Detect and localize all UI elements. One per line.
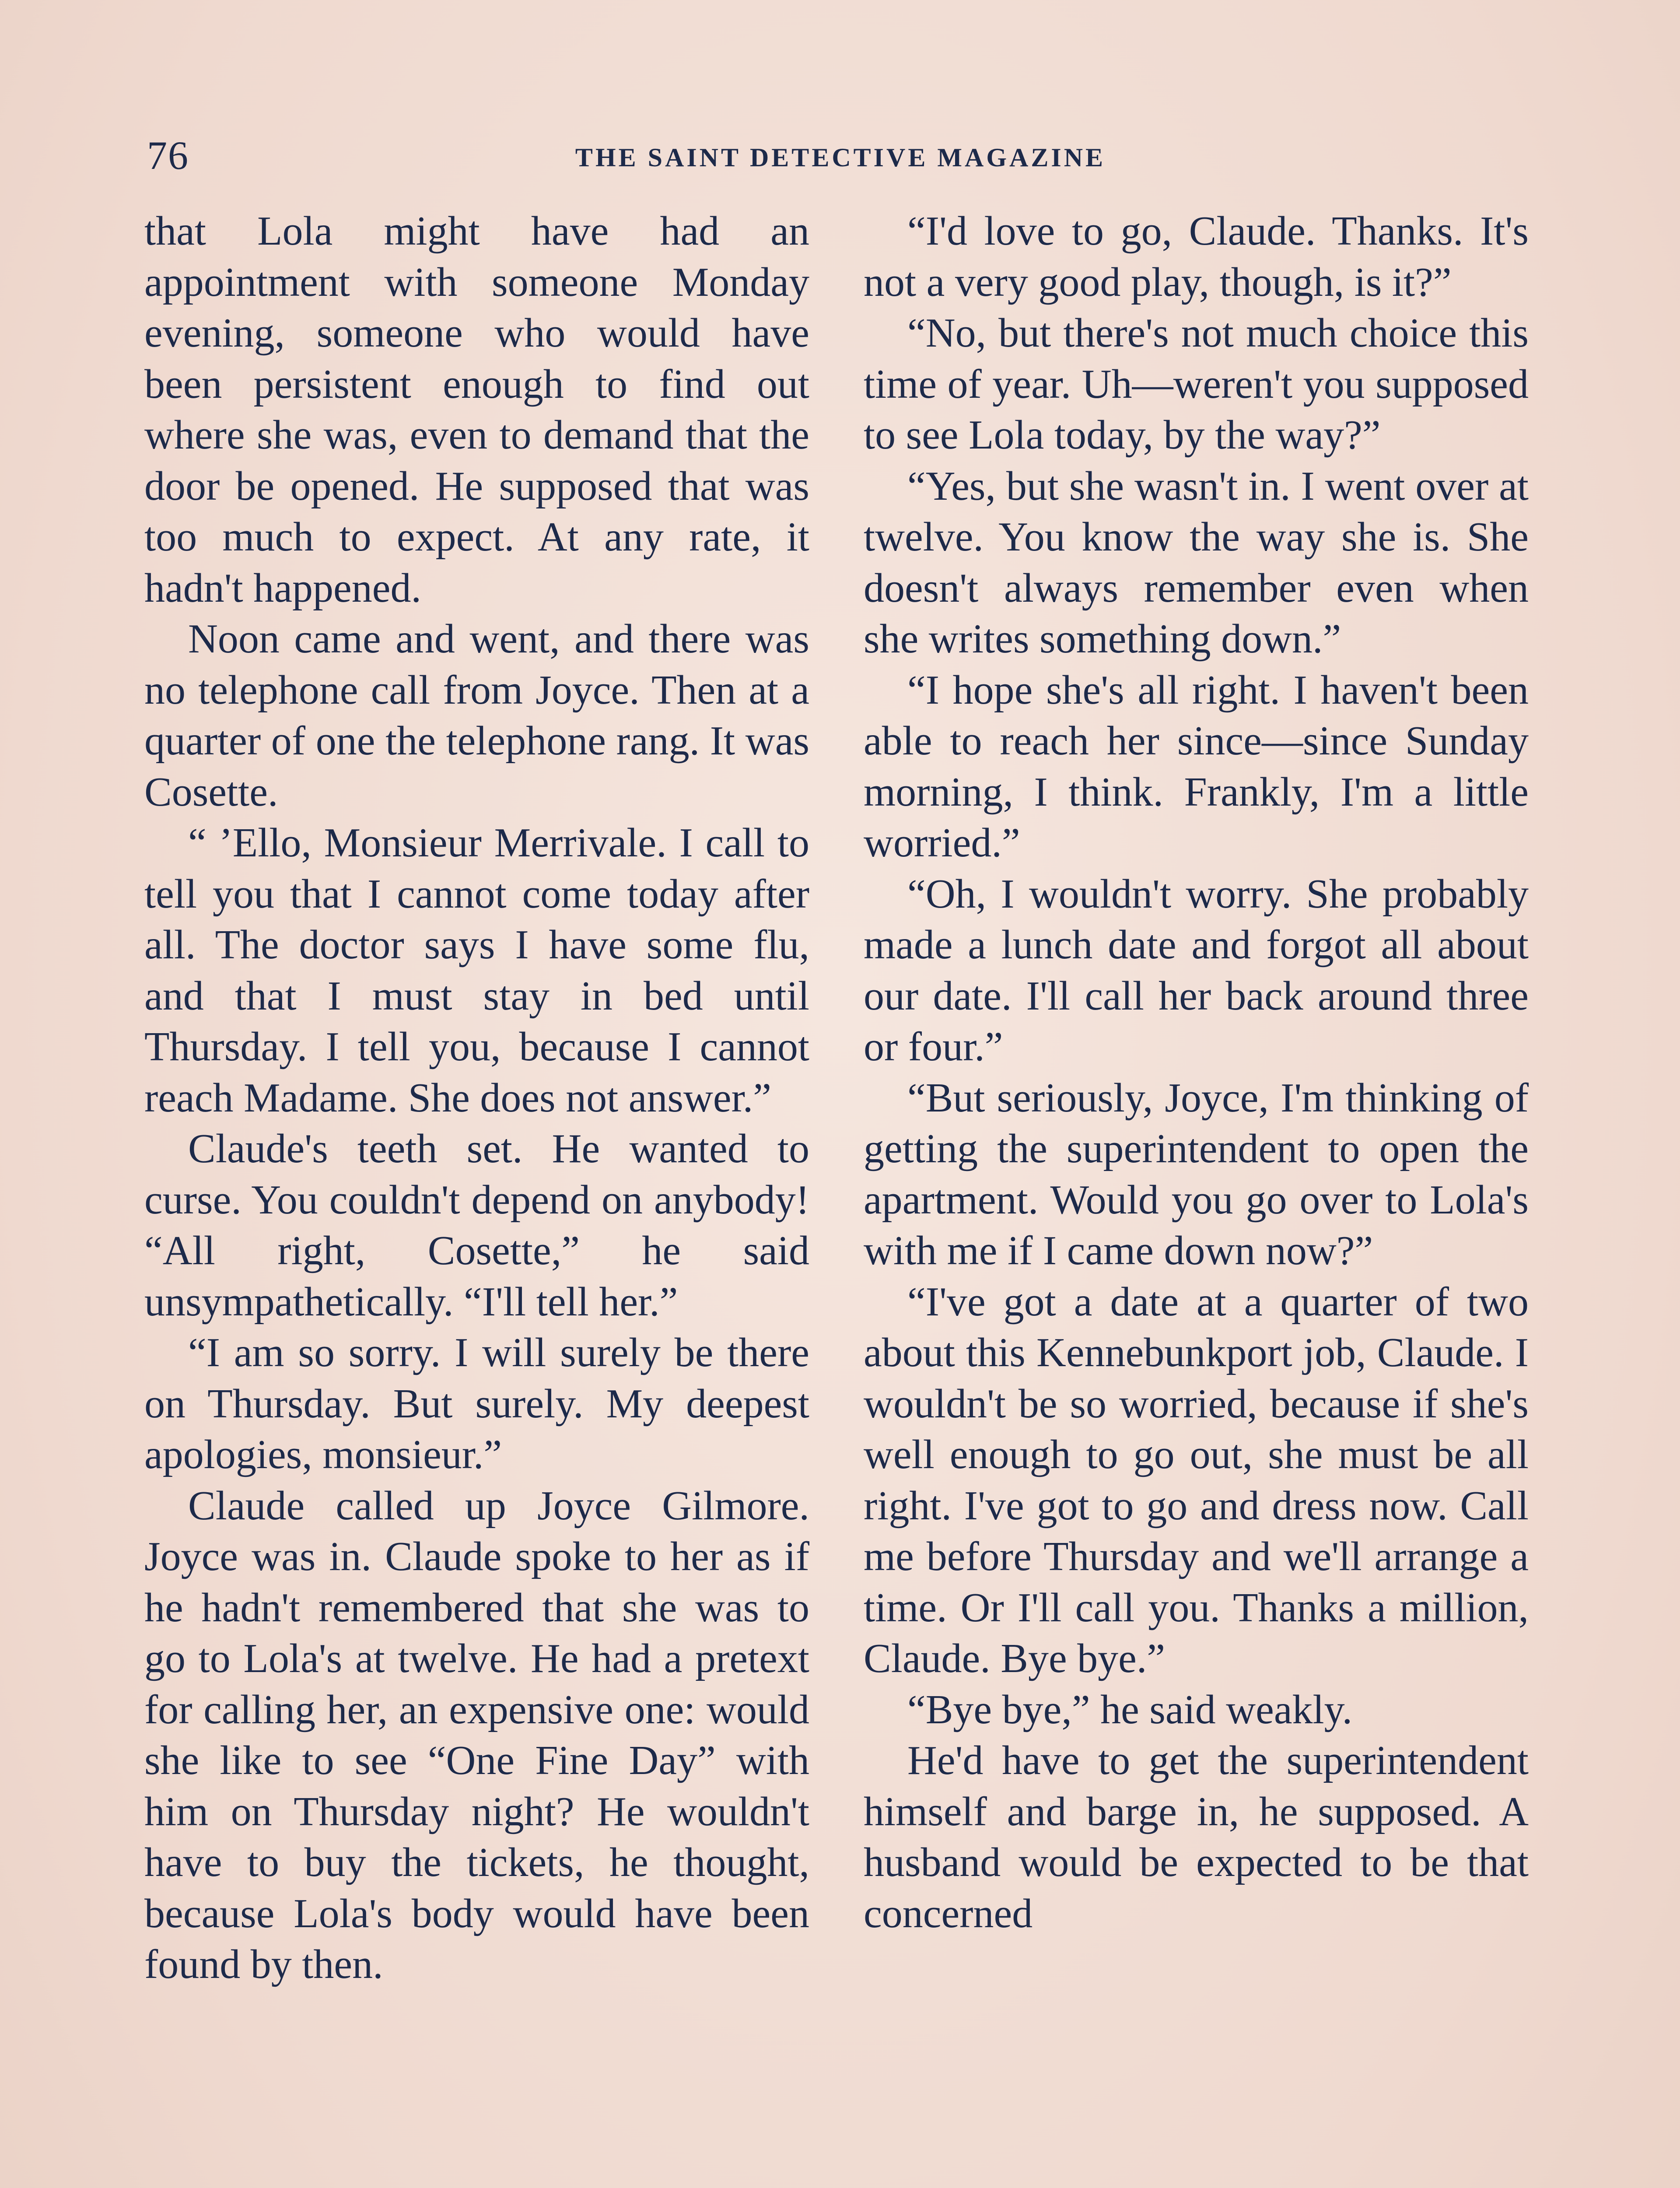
- paragraph: “Oh, I wouldn't worry. She probably made a lunch date and forgot all about our date. I'll call her back around three or four.”: [864, 871, 1529, 1069]
- paragraph: “ ’Ello, Monsieur Merrivale. I call to tell you that I cannot come today after all. The doctor says I have some flu, and that I must stay in bed until Thursday. I tell you, because I cannot reach Madame. She does not answer.”: [144, 820, 809, 1121]
- running-head: THE SAINT DETECTIVE MAGAZINE: [575, 143, 1106, 172]
- paragraph: “I hope she's all right. I haven't been able to reach her since—since Sunday morning, I think. Frankly, I'm a little worried.”: [864, 667, 1529, 866]
- paragraph: He'd have to get the superintendent himself and barge in, he supposed. A husband would be expected to be that concerned: [864, 1738, 1529, 1936]
- paragraph: “I've got a date at a quarter of two about this Kennebunkport job, Claude. I wouldn't be so worried, because if she's well enough to go out, she must be all right. I've got to go and dress now. Call me before Thursday and we'll arrange a time. Or I'll call you. Thanks a million, Claude. Bye bye.”: [864, 1279, 1529, 1681]
- paragraph: Claude called up Joyce Gilmore. Joyce was in. Claude spoke to her as if he hadn't remembered that she was to go to Lola's at twelve. He had a pretext for calling her, an expensive one: would she like to see “One Fine Day” with him on Thursday night? He wouldn't have to buy the tickets, he thought, because Lola's body would have been found by then.: [144, 1483, 809, 1987]
- paragraph: “Bye bye,” he said weakly.: [907, 1687, 1353, 1732]
- right-column: [864, 206, 1529, 1939]
- paragraph: Noon came and went, and there was no telephone call from Joyce. Then at a quarter of one the telephone rang. It was Cosette.: [144, 616, 809, 815]
- left-column: [144, 206, 809, 1990]
- paragraph: “I'd love to go, Claude. Thanks. It's not a very good play, though, is it?”: [864, 208, 1529, 305]
- paragraph: “No, but there's not much choice this time of year. Uh—weren't you supposed to see Lola today, by the way?”: [864, 310, 1529, 458]
- paragraph: that Lola might have had an appointment with someone Monday evening, someone who would have been persistent enough to find out where she was, even to demand that the door be opened. He supposed that was too much to expect. At any rate, it hadn't happened.: [144, 208, 809, 611]
- page-header: [147, 131, 1534, 197]
- paragraph: “I am so sorry. I will surely be there on Thursday. But surely. My deepest apologies, monsieur.”: [144, 1330, 809, 1477]
- paragraph: Claude's teeth set. He wanted to curse. You couldn't depend on anybody! “All right, Cosette,” he said unsympathetically. “I'll tell her.”: [144, 1126, 809, 1325]
- page-number: 76: [147, 133, 189, 178]
- paragraph: “But seriously, Joyce, I'm thinking of getting the superintendent to open the apartment. Would you go over to Lola's with me if I came down now?”: [864, 1075, 1529, 1273]
- paragraph: “Yes, but she wasn't in. I went over at twelve. You know the way she is. She doesn't always remember even when she writes something down.”: [864, 463, 1529, 662]
